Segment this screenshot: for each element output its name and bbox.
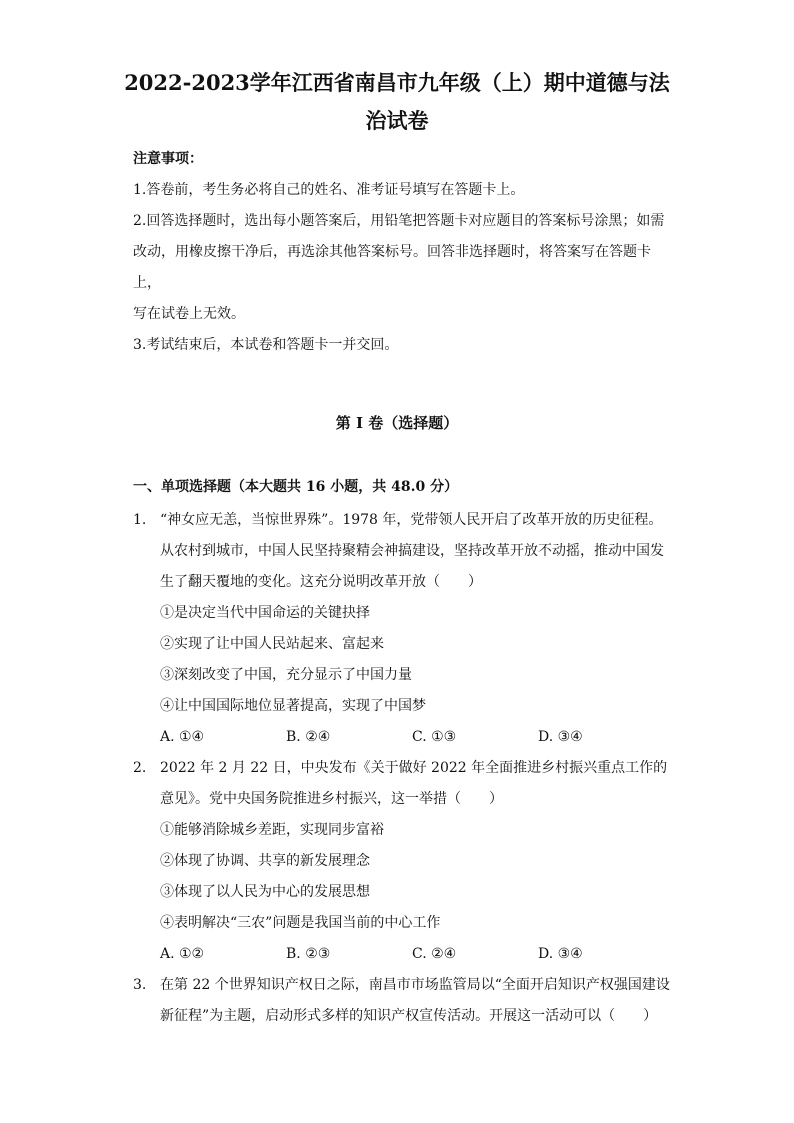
- question-2-number: 2.: [133, 760, 147, 776]
- question-1-choices: [133, 722, 673, 753]
- question-2-choice-c: C. ②④: [412, 946, 457, 962]
- section-title: 第 I 卷（选择题）: [335, 414, 459, 432]
- question-1-option-3: ③深刻改变了中国，充分显示了中国力量: [160, 667, 412, 683]
- notes-item-2: 2.回答选择题时，选出每小题答案后，用铅笔把答题卡对应题目的答案标号涂黑；如需: [133, 213, 665, 229]
- question-1-stem: “神女应无恙，当惊世界殊”。1978 年，党带领人民开启了改革开放的历史征程。从农村到城市，中国人民坚持聚精会神搞建设，坚持改革开放不动摇，推动中国发生了翻天覆地的变化。这充分说明改革开放（ ）: [160, 512, 664, 590]
- notes-item-1: 1.答卷前，考生务必将自己的姓名、准考证号填写在答题卡上。: [133, 182, 525, 198]
- question-3-stem: 在第 22 个世界知识产权日之际，南昌市市场监管局以“全面开启知识产权强国建设新征程”为主题，启动形式多样的知识产权宣传活动。开展这一活动可以（ ）: [160, 977, 670, 1024]
- question-1-choice-b: B. ②④: [286, 729, 331, 745]
- question-2-choices: [133, 939, 673, 970]
- exam-title-line-1: 2022-2023学年江西省南昌市九年级（上）期中道德与法: [124, 70, 670, 95]
- question-1-choice-d: D. ③④: [538, 729, 583, 745]
- question-3: [133, 970, 673, 1032]
- question-2-option-1: ①能够消除城乡差距，实现同步富裕: [160, 822, 384, 838]
- question-2-option-2: ②体现了协调、共享的新发展理念: [160, 853, 370, 869]
- question-2-choice-a: A. ①②: [160, 946, 205, 962]
- question-1: [133, 505, 673, 753]
- question-2-option-3: ③体现了以人民为中心的发展思想: [160, 884, 370, 900]
- notes-item-2-cont: 改动，用橡皮擦干净后，再选涂其他答案标号。回答非选择题时，将答案写在答题卡上，: [133, 244, 651, 291]
- question-3-number: 3.: [133, 977, 147, 993]
- notes-item-3: 3.考试结束后，本试卷和答题卡一并交回。: [133, 337, 399, 353]
- question-1-option-2: ②实现了让中国人民站起来、富起来: [160, 636, 384, 652]
- question-2: [133, 753, 673, 970]
- question-1-choice-a: A. ①④: [160, 729, 205, 745]
- exam-title-line-2: 治试卷: [365, 108, 429, 133]
- question-1-option-4: ④让中国国际地位显著提高，实现了中国梦: [160, 698, 426, 714]
- notes-item-2-cont-2: 写在试卷上无效。: [133, 306, 245, 322]
- question-2-stem: 2022 年 2 月 22 日，中央发布《关于做好 2022 年全面推进乡村振兴重点工作的意见》。党中央国务院推进乡村振兴，这一举措（ ）: [160, 760, 668, 807]
- part-title: 一、单项选择题（本大题共 16 小题，共 48.0 分）: [133, 479, 459, 495]
- question-3-stem-row: [133, 970, 673, 1032]
- notes-block: [133, 144, 673, 361]
- question-1-stem-row: [133, 505, 673, 598]
- question-2-choice-d: D. ③④: [538, 946, 583, 962]
- question-2-option-4: ④表明解决“三农”问题是我国当前的中心工作: [160, 915, 441, 931]
- question-2-stem-row: [133, 753, 673, 815]
- question-1-number: 1.: [133, 512, 147, 528]
- question-2-choice-b: B. ②③: [286, 946, 331, 962]
- question-1-option-1: ①是决定当代中国命运的关键抉择: [160, 605, 370, 621]
- notes-heading: 注意事项：: [133, 151, 203, 167]
- question-1-choice-c: C. ①③: [412, 729, 457, 745]
